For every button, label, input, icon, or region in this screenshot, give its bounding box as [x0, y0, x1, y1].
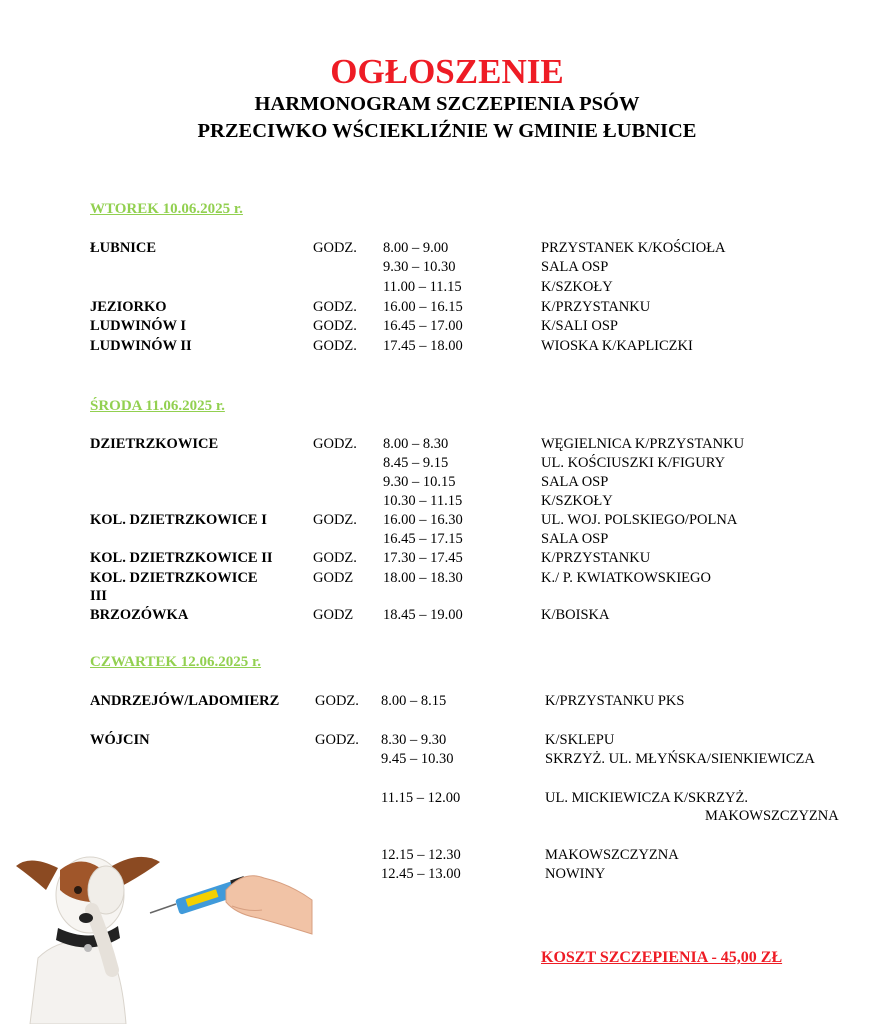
time-range: 16.00 – 16.30	[383, 512, 463, 528]
dog-vaccination-illustration-icon	[0, 840, 320, 1024]
time-range: 8.30 – 9.30	[381, 732, 447, 748]
godz-label: GODZ.	[313, 318, 357, 334]
godz-label: GODZ.	[313, 512, 357, 528]
godz-label: GODZ.	[313, 338, 357, 354]
location: K/BOISKA	[541, 607, 610, 623]
village-name: JEZIORKO	[90, 299, 167, 315]
time-range: 17.45 – 18.00	[383, 338, 463, 354]
location: PRZYSTANEK K/KOŚCIOŁA	[541, 240, 726, 256]
page-title: OGŁOSZENIE	[330, 52, 564, 91]
location: SALA OSP	[541, 259, 609, 275]
time-range: 16.45 – 17.00	[383, 318, 463, 334]
time-range: 8.00 – 8.15	[381, 693, 447, 709]
village-name: BRZOZÓWKA	[90, 607, 189, 623]
time-range: 16.45 – 17.15	[383, 531, 463, 547]
godz-label: GODZ	[313, 570, 354, 586]
subtitle-line-1: HARMONOGRAM SZCZEPIENIA PSÓW	[254, 93, 640, 115]
time-range: 16.00 – 16.15	[383, 299, 463, 315]
location: K./ P. KWIATKOWSKIEGO	[541, 570, 711, 586]
time-range: 10.30 – 11.15	[383, 493, 463, 509]
time-range: 18.00 – 18.30	[383, 570, 463, 586]
time-range: 8.00 – 8.30	[383, 436, 449, 452]
location: K/PRZYSTANKU	[541, 299, 651, 315]
time-range: 8.00 – 9.00	[383, 240, 449, 256]
day-heading-thursday: CZWARTEK 12.06.2025 r.	[90, 654, 262, 670]
time-range: 9.45 – 10.30	[381, 751, 454, 767]
location: SALA OSP	[541, 531, 609, 547]
godz-label: GODZ.	[313, 240, 357, 256]
time-range: 18.45 – 19.00	[383, 607, 463, 623]
location: SKRZYŻ. UL. MŁYŃSKA/SIENKIEWICZA	[545, 751, 815, 767]
location: K/PRZYSTANKU PKS	[545, 693, 685, 709]
location: WĘGIELNICA K/PRZYSTANKU	[541, 436, 745, 452]
time-range: 8.45 – 9.15	[383, 455, 449, 471]
location: K/SKLEPU	[545, 732, 615, 748]
time-range: 17.30 – 17.45	[383, 550, 463, 566]
day-heading-wednesday: ŚRODA 11.06.2025 r.	[90, 398, 225, 414]
location-continued: MAKOWSZCZYZNA	[705, 808, 839, 824]
location: NOWINY	[545, 866, 606, 882]
location: K/SZKOŁY	[541, 279, 613, 295]
vaccination-cost: KOSZT SZCZEPIENIA - 45,00 ZŁ	[541, 949, 783, 966]
village-name-continued: III	[90, 588, 107, 604]
location: K/SALI OSP	[541, 318, 618, 334]
village-name: KOL. DZIETRZKOWICE	[90, 570, 258, 586]
day-heading-tuesday: WTOREK 10.06.2025 r.	[90, 201, 243, 217]
godz-label: GODZ	[313, 607, 354, 623]
village-name: WÓJCIN	[90, 732, 150, 748]
godz-label: GODZ.	[315, 693, 359, 709]
location: UL. MICKIEWICZA K/SKRZYŻ.	[545, 790, 748, 806]
location: MAKOWSZCZYZNA	[545, 847, 679, 863]
location: UL. WOJ. POLSKIEGO/POLNA	[541, 512, 738, 528]
location: K/SZKOŁY	[541, 493, 613, 509]
village-name: KOL. DZIETRZKOWICE II	[90, 550, 273, 566]
time-range: 11.00 – 11.15	[383, 279, 462, 295]
village-name: LUDWINÓW II	[90, 338, 192, 354]
godz-label: GODZ.	[313, 436, 357, 452]
location: K/PRZYSTANKU	[541, 550, 651, 566]
godz-label: GODZ.	[315, 732, 359, 748]
subtitle-line-2: PRZECIWKO WŚCIEKLIŹNIE W GMINIE ŁUBNICE	[197, 120, 697, 142]
village-name: ŁUBNICE	[90, 240, 157, 256]
time-range: 9.30 – 10.30	[383, 259, 456, 275]
location: WIOSKA K/KAPLICZKI	[541, 338, 693, 354]
time-range: 12.45 – 13.00	[381, 866, 461, 882]
village-name: ANDRZEJÓW/LADOMIERZ	[90, 693, 280, 709]
time-range: 9.30 – 10.15	[383, 474, 456, 490]
godz-label: GODZ.	[313, 550, 357, 566]
time-range: 12.15 – 12.30	[381, 847, 461, 863]
time-range: 11.15 – 12.00	[381, 790, 461, 806]
location: UL. KOŚCIUSZKI K/FIGURY	[541, 455, 726, 471]
village-name: KOL. DZIETRZKOWICE I	[90, 512, 267, 528]
godz-label: GODZ.	[313, 299, 357, 315]
village-name: DZIETRZKOWICE	[90, 436, 219, 452]
location: SALA OSP	[541, 474, 609, 490]
village-name: LUDWINÓW I	[90, 318, 187, 334]
